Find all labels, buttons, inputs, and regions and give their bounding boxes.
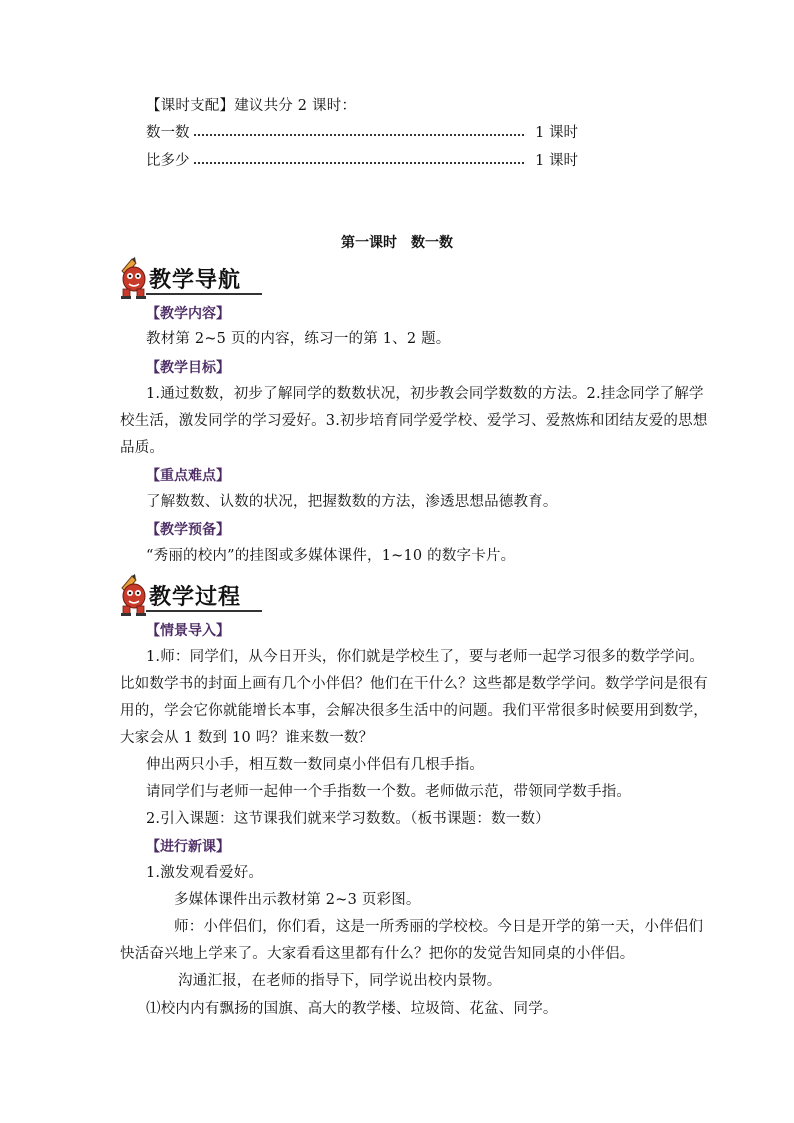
intro-line-1: 1.师：同学们，从今日开头，你们就是学校生了，要与老师一起学习很多的数学学问。 bbox=[146, 649, 705, 665]
toc-hours: 1 课时 bbox=[535, 153, 578, 169]
lesson-title: 第一课时 数一数 bbox=[341, 235, 453, 251]
toc-leader-dots bbox=[194, 162, 524, 164]
goals-line-2: 校生活，激发同学的学习爱好。3.初步培育同学爱学校、爱学习、爱熬炼和团结友爱的思想 bbox=[120, 413, 708, 429]
section-banner-teaching-nav bbox=[118, 257, 418, 301]
schedule-label: 【课时支配】建议共分 2 课时： bbox=[146, 98, 357, 114]
key-difficulty-text: 了解数数、认数的状况，把握数数的方法，渗透思想品德教育。 bbox=[146, 494, 558, 510]
toc-name: 比多少 bbox=[146, 153, 190, 169]
toc-name: 数一数 bbox=[146, 125, 190, 141]
report-text: 沟通汇报，在老师的指导下，同学说出校内景物。 bbox=[178, 973, 502, 989]
heading-teaching-goals: 【教学目标】 bbox=[146, 360, 230, 376]
intro-line-3: 用的，学会它你就能增长本事，会解决很多生活中的问题。我们平常很多时候要用到数学， bbox=[120, 703, 708, 719]
topic-text: 2.引入课题：这节课我们就来学习数数。（板书课题：数一数） bbox=[146, 811, 550, 827]
fingers-text: 伸出两只小手，相互数一数同桌小伴侣有几根手指。 bbox=[146, 757, 485, 773]
goals-line-3: 品质。 bbox=[120, 440, 165, 456]
banner-underline bbox=[146, 293, 262, 295]
teaching-content-text: 教材第 2~5 页的内容，练习一的第 1、2 题。 bbox=[146, 331, 451, 347]
toc-row-compare bbox=[146, 149, 578, 169]
intro-line-2: 比如数学书的封面上画有几个小伴侣？他们在干什么？这些都是数学学问。数学学问是很有 bbox=[120, 676, 708, 692]
together-text: 请同学们与老师一起伸一个手指数一个数。老师做示范，带领同学数手指。 bbox=[146, 784, 632, 800]
heading-teaching-content: 【教学内容】 bbox=[146, 306, 230, 322]
banner-underline bbox=[146, 610, 262, 612]
toc-hours: 1 课时 bbox=[535, 125, 578, 141]
teaching-prep-text: “秀丽的校内”的挂图或多媒体课件，1~10 的数字卡片。 bbox=[146, 548, 516, 564]
goals-line-1: 1.通过数数，初步了解同学的数数状况，初步教会同学数数的方法。2.挂念同学了解学 bbox=[146, 386, 704, 402]
intro-line-4: 大家会从 1 数到 10 吗？谁来数一数？ bbox=[120, 730, 374, 746]
heading-key-difficulty: 【重点难点】 bbox=[146, 468, 230, 484]
section-banner-teaching-process bbox=[118, 574, 418, 618]
teacher-line-2: 快活奋兴地上学来了。大家看看这里都有什么？把你的发觉告知同桌的小伴侣。 bbox=[120, 946, 635, 962]
banner-title: 教学导航 bbox=[149, 268, 242, 293]
teacher-line-1: 师：小伴侣们，你们看，这是一所秀丽的学校校。今日是开学的第一天，小伴侣们 bbox=[174, 919, 704, 935]
show-text: 多媒体课件出示教材第 2~3 页彩图。 bbox=[174, 892, 421, 908]
heading-scene-intro: 【情景导入】 bbox=[146, 623, 230, 639]
toc-row-count bbox=[146, 121, 578, 141]
banner-title: 教学过程 bbox=[149, 585, 242, 610]
item-1-text: ⑴校内内有飘扬的国旗、高大的教学楼、垃圾筒、花盆、同学。 bbox=[146, 1001, 558, 1017]
toc-leader-dots bbox=[194, 134, 524, 136]
interest-text: 1.激发观看爱好。 bbox=[146, 865, 264, 881]
heading-new-lesson: 【进行新课】 bbox=[146, 839, 230, 855]
heading-teaching-prep: 【教学预备】 bbox=[146, 522, 230, 538]
